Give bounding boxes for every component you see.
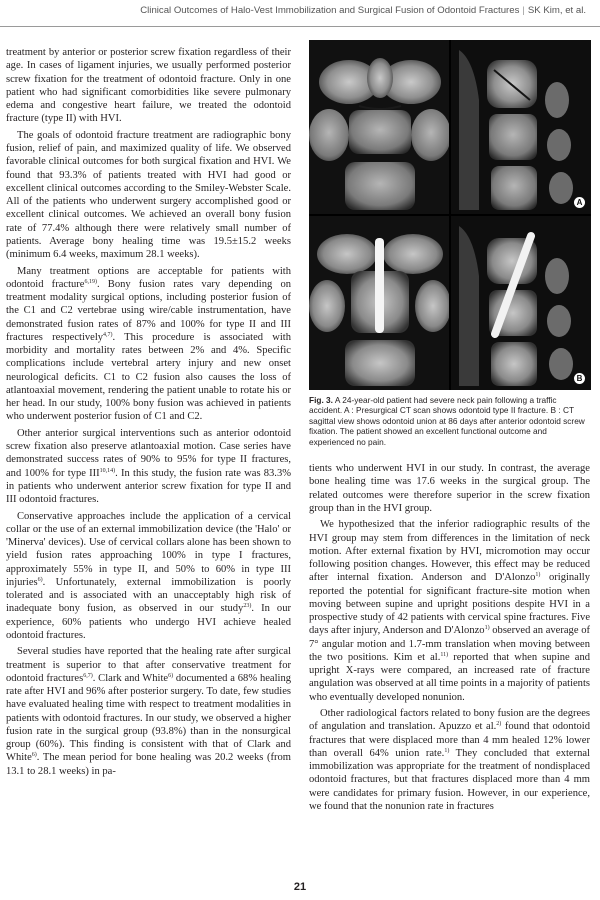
paragraph	[6, 265, 291, 424]
paragraph-text: tients who underwent HVI in our study. In contrast, the average bone healing time was 17.6 weeks in the surgical group. The related outcomes were therefore superior in the screw fixation group than in the HVI group.	[309, 463, 590, 514]
paragraph-text: . Clark and White	[92, 672, 169, 684]
citation: 1)	[535, 572, 541, 579]
paragraph-text: documented a 68% healing rate after HVI and 96% after posterior surgery. To date, few studies have evaluated healing time with respect to treatment modalities in patients with odontoid fractures. In our study, we observed a higher fusion rate in the surgical group (93.8%) than in the nonsurgical group (60%). This finding is consistent with that of Clark and White	[6, 672, 291, 764]
running-header-title: Clinical Outcomes of Halo-Vest Immobilization and Surgical Fusion of Odontoid Fractures	[140, 5, 520, 16]
paragraph	[309, 518, 590, 704]
running-header	[0, 0, 600, 27]
paragraph-text: The goals of odontoid fracture treatment are radiographic bony fusion, relief of pain, and maximized quality of life. We observed favorable clinical outcomes for both surgical fixation and HVI. We found that 93.3% of patients treated with HVI had good or excellent clinical outcomes according to the Smiley-Webster Scale. All of the patients who underwent surgery accomplished good or excellent clinical outcomes. We achieved an overall bony fusion rate of 77.4% although there were relatively small number of patients. Average bony healing time was 19.5±15.2 weeks (minimum 6.4 weeks, maximum 28.1 weeks).	[6, 129, 291, 261]
panel-label-a: A	[573, 196, 586, 209]
citation: 6)	[168, 672, 174, 679]
paragraph-text: . Bony fusion rates vary depending on treatment modality surgical options, including posterior fusion of the C1 and C2 vertebrae using wire/cable instrumentation, have demonstrated fusion rates of 87% and 100% for type II and III fractures respectively	[6, 278, 292, 343]
figure-caption-text: A 24-year-old patient had severe neck pain following a traffic accident. A : Presurgical CT scan shows odontoid type II fracture. B : CT sagittal view shows odontoid union at 86 days after anterior odontoid screw fixation. The patient showed an excellent functional outcome and experienced no pain.	[309, 395, 585, 447]
paragraph	[6, 645, 291, 778]
ct-coronal-and-sagittal-postoperative	[309, 216, 591, 390]
paragraph-text: Conservative approaches include the application of a cervical collar or the use of an external immobilization device (the 'Halo' or 'Minerva' devices). Use of cervical collars alone has been shown to yield fusion rates approaching 100% in type I fractures, approximately 55% in type II, and 50% to 60% in type III injuries	[6, 510, 291, 588]
paragraph-text: treatment by anterior or posterior screw fixation regardless of their age. In cases of ligament injuries, we usually performed posterior screw fixation for the treatment of odontoid fracture. Only in one patient who had significant comorbidities like severe pulmonary edema and congestive heart failure, we treated the odontoid fracture (type II) with HVI.	[6, 47, 291, 125]
citation: 1)	[484, 625, 490, 632]
paragraph-text: We hypothesized that the inferior radiographic results of the HVI group may stem from differences in the limitation of neck motion. After external fixation by HVI, micromotion may occur following position changes. However, this effect may be reduced after internal fixation. Anderson and D'Alonzo	[309, 519, 590, 584]
citation: 6,19)	[84, 278, 97, 285]
figure-ct-images	[309, 40, 591, 390]
ct-panel-b	[309, 216, 591, 390]
paragraph-text: They concluded that external immobilization was appropriate for the treatment of nondisplaced odontoid fractures, but that fractures displaced more than 4 mm were candidates for primary fusion. However, in our experience, we found that the nonunion rate in fractures	[309, 747, 590, 812]
paragraph-text: . In this study, the fusion rate was 83.3% in patients who underwent anterior screw fixation for type II and III odontoid fractures.	[6, 467, 292, 506]
paragraph-text: . This procedure is associated with morbidity and mortality rates between 2% and 4%. Specific complications include vertebral artery injury and new onset neurological deficits. C1 to C2 fusion also causes the loss of atlantoaxial movement, rendering the patient unable to rotate his or her head. In our study, 100% bony fusion was achieved in patients who underwent posterior fusion of C1 and C2.	[6, 331, 292, 423]
paragraph-text: found that odontoid fractures that were displaced more than 4 mm healed 12% lower than overall 64% union rate.	[309, 721, 590, 759]
paragraph-text: observed an average of 7° angular motion and 1.7-mm translation when moving between the two positions. Kim et al.	[309, 625, 590, 663]
running-header-separator: |	[522, 5, 525, 16]
paragraph-text: Other anterior surgical interventions such as anterior odontoid screw fixation also preserve atlantoaxial motion. Case series have demonstrated success rates of 90% to 95% for type II fractures, and 100% for type III	[6, 427, 291, 479]
citation: 11)	[440, 651, 449, 658]
paragraph-text: Other radiological factors related to bony fusion are the degrees of angulation and translation. Apuzzo et al.	[309, 708, 590, 733]
figure-caption	[309, 395, 591, 447]
paragraph	[6, 46, 291, 126]
citation: 1)	[444, 747, 450, 754]
citation: 23)	[243, 603, 252, 610]
citation: 6)	[31, 752, 37, 759]
paragraph-text: . The mean period for bone healing was 20.2 weeks (from 13.1 to 28.1 weeks) in pa-	[6, 752, 291, 777]
ct-panel-a	[309, 40, 591, 214]
paragraph	[309, 707, 590, 813]
paragraph-text: Several studies have reported that the healing rate after surgical treatment is superior to that after conservative treatment for odontoid fractures	[6, 646, 291, 684]
citation: 6)	[37, 576, 43, 583]
citation: 2)	[496, 721, 502, 728]
paragraph	[6, 427, 291, 507]
right-text-column	[309, 462, 590, 816]
paragraph-text: . In our experience, 60% patients who undergo HVI achieve healed odontoid fractures.	[6, 603, 291, 641]
citation: 6,7)	[83, 672, 93, 679]
citation: 4,7)	[103, 331, 113, 338]
paragraph	[6, 510, 291, 643]
running-header-text	[140, 5, 586, 16]
paragraph-text: reported that when supine and upright X-rays were compared, an increased rate of fracture angulation was observed at all time points in a majority of patients who eventually developed nonunion.	[309, 651, 591, 703]
running-header-authors: SK Kim, et al.	[527, 5, 586, 16]
paragraph-text: Many treatment options are acceptable for patients with odontoid fracture	[6, 265, 291, 290]
paragraph-text: . Unfortunately, external immobilization is poorly tolerated and is associated with an unacceptably high risk of inadequate bony fusion, as observed in our study	[6, 576, 291, 615]
paragraph	[6, 129, 291, 262]
page-number: 21	[293, 881, 307, 893]
panel-label-b: B	[573, 372, 586, 385]
paragraph-text: originally reported the potential for significant fracture-site motion when moving between supine and upright positions despite HVI in a prospective study of 42 patients with cervical spine fractures. Five days after injury, Anderson and D'Alonzo	[309, 572, 590, 637]
left-text-column	[6, 46, 291, 781]
ct-coronal-and-sagittal-presurgical	[309, 40, 591, 214]
citation: 10,14)	[99, 467, 116, 474]
paragraph	[309, 462, 590, 515]
figure-caption-label: Fig. 3.	[309, 395, 333, 405]
